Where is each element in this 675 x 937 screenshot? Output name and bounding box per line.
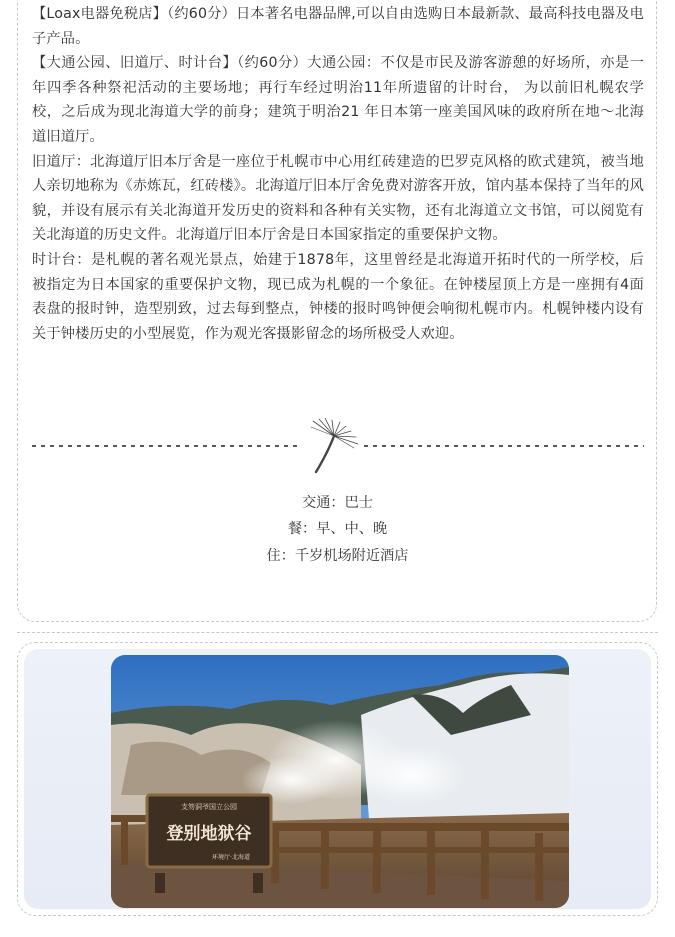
sign-top-text: 支笏洞爷国立公园 — [181, 803, 237, 811]
meals-info: 餐：早、中、晚 — [287, 521, 388, 537]
transport-info: 交通：巴士 — [302, 495, 373, 511]
paragraph-loax: 【Loax电器免税店】（约60分）日本著名电器品牌,可以自由选购日本最新款、最高科技电器及电子产品。 — [32, 6, 644, 47]
itinerary-text — [32, 2, 644, 346]
sign-bottom-text: 环境厅·北海道 — [212, 854, 250, 861]
jigokudani-illustration — [111, 655, 569, 908]
lodging-info: 住：千岁机场附近酒店 — [266, 548, 409, 564]
dandelion-seed-icon — [311, 418, 358, 472]
paragraph-old-government-office: 旧道厅：北海道厅旧本厅舍是一座位于札幌市中心用红砖建造的巴罗克风格的欧式建筑，被当地人亲切地称为《赤炼瓦，红砖楼》。北海道厅旧本厅舍免费对游客开放，馆内基本保持了当年的风貌，并设有展示有关北海道开发历史的资料和各种有关实物，还有北海道立文书馆，可以阅览有关北海道的历史文件。北海道厅旧本厅舍是日本国家指定的重要保护文物。 — [32, 153, 644, 244]
sign-main-text: 登别地狱谷 — [166, 824, 252, 844]
paragraph-clock-tower: 时计台：是札幌的著名观光景点，始建于1878年，这里曾经是北海道开拓时代的一所学校，后被指定为日本国家的重要保护文物，现已成为札幌的一个象征。在钟楼屋顶上方是一座拥有4面表盘的报时钟，造型别致，过去每到整点，钟楼的报时鸣钟便会响彻札幌市内。札幌钟楼内设有关于钟楼历史的小型展览，作为观光客摄影留念的场所极受人欢迎。 — [32, 251, 644, 342]
photo-card — [17, 642, 658, 916]
section-separator — [17, 632, 658, 633]
paragraph-odori: 【大通公园、旧道厅、时计台】（约60分）大通公园：不仅是市民及游客游憩的好场所，亦是一年四季各种祭祀活动的主要场地；再行车经过明治11年所遗留的计时台， 为以前旧札幌农学校，之后成为现北海道大学的前身；建筑于明治21 年日本第一座美国风味的政府所在地～北海道旧道厅。 — [32, 55, 644, 145]
jigokudani-photo — [111, 655, 569, 908]
dandelion-divider — [32, 418, 644, 478]
